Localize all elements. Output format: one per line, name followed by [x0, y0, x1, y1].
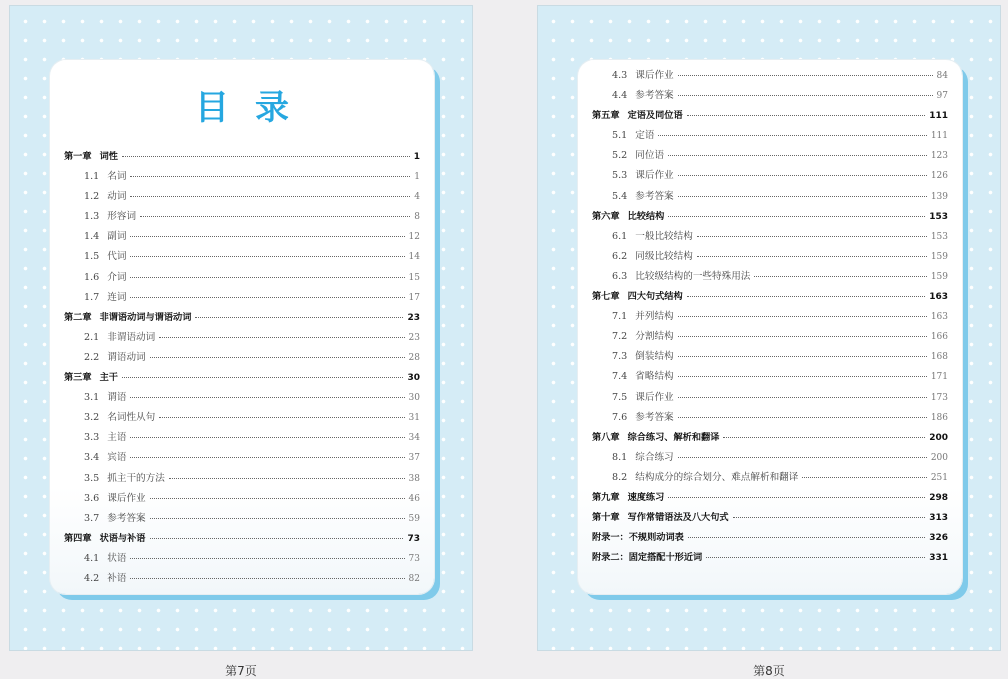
toc-page-number: 111	[929, 111, 948, 122]
dot-leader	[678, 417, 927, 418]
toc-entry-number: 5.3	[612, 170, 628, 182]
toc-entry-text: 附录二：固定搭配十形近词	[592, 552, 703, 564]
toc-list	[592, 66, 948, 568]
dot-leader	[169, 478, 405, 479]
toc-entry-text: 综合练习、解析和翻译	[627, 431, 720, 443]
toc-entry-label	[84, 489, 146, 509]
toc-entry-text: 定语及同位语	[627, 110, 683, 122]
toc-entry-label	[84, 408, 155, 428]
toc-entry-label	[592, 488, 664, 508]
dot-leader	[122, 377, 404, 378]
toc-entry-number: 4.4	[612, 90, 628, 102]
toc-section-entry[interactable]	[64, 207, 420, 227]
toc-page-number: 159	[930, 271, 948, 282]
dot-leader	[687, 115, 926, 116]
dot-leader	[130, 297, 404, 298]
toc-entry-label	[592, 287, 683, 307]
toc-entry-number: 第七章	[592, 291, 620, 303]
toc-entry-text: 连词	[107, 291, 127, 303]
dot-leader	[678, 356, 927, 357]
toc-entry-text: 词性	[99, 151, 118, 162]
toc-chapter-entry[interactable]	[592, 508, 948, 528]
toc-section-entry[interactable]	[592, 146, 948, 166]
dot-leader	[723, 437, 925, 438]
toc-section-entry[interactable]	[592, 227, 948, 247]
toc-chapter-entry[interactable]	[592, 528, 948, 548]
toc-entry-label	[84, 227, 126, 247]
document-page-8	[537, 5, 1001, 651]
toc-section-entry[interactable]	[64, 448, 420, 468]
toc-page-number: 97	[936, 91, 948, 102]
toc-page-number: 1	[413, 152, 420, 162]
toc-chapter-entry[interactable]	[592, 428, 948, 448]
toc-entry-number: 第十章	[592, 512, 620, 524]
toc-entry-label	[84, 207, 136, 227]
toc-entry-number: 1.6	[84, 271, 100, 283]
toc-page-number: 171	[930, 372, 948, 383]
toc-section-entry[interactable]	[64, 187, 420, 207]
toc-entry-text: 比较级结构的一些特殊用法	[635, 270, 751, 282]
toc-entry-number: 7.2	[612, 331, 628, 343]
toc-page-number: 166	[930, 332, 948, 343]
toc-entry-number: 1.1	[84, 171, 100, 183]
toc-entry-text: 并列结构	[635, 311, 674, 323]
document-page-7	[9, 5, 473, 651]
toc-section-entry[interactable]	[592, 187, 948, 207]
toc-entry-text: 动词	[107, 191, 127, 203]
toc-page-number: 186	[930, 412, 948, 423]
toc-entry-number: 3.6	[84, 492, 100, 504]
toc-entry-label	[612, 468, 798, 488]
dot-leader	[130, 256, 404, 257]
toc-page-number: 73	[408, 553, 420, 564]
toc-entry-number: 5.4	[612, 190, 628, 202]
toc-page-number: 14	[408, 252, 420, 263]
toc-entry-text: 速度练习	[627, 491, 665, 503]
toc-section-entry[interactable]	[592, 468, 948, 488]
toc-entry-number: 7.3	[612, 351, 628, 363]
dot-leader	[733, 517, 926, 518]
dot-leader	[668, 155, 927, 156]
toc-entry-text: 四大句式结构	[627, 291, 683, 303]
toc-page-number: 326	[929, 533, 948, 544]
page-caption: 第8页	[753, 664, 785, 678]
toc-page-number: 23	[408, 332, 420, 343]
toc-card	[578, 60, 962, 594]
toc-page-number: 153	[930, 231, 948, 242]
toc-entry-text: 写作常错语法及八大句式	[627, 512, 729, 524]
toc-entry-number: 2.1	[84, 331, 100, 343]
toc-section-entry[interactable]	[592, 367, 948, 387]
toc-entry-text: 参考答案	[107, 512, 146, 524]
toc-page-number: 168	[930, 352, 948, 363]
dot-leader	[130, 558, 404, 559]
toc-page-number: 73	[407, 533, 420, 544]
toc-section-entry[interactable]	[64, 348, 420, 368]
toc-chapter-entry[interactable]	[64, 147, 420, 167]
toc-section-entry[interactable]	[592, 247, 948, 267]
dot-leader	[195, 317, 403, 318]
toc-entry-number: 3.7	[84, 512, 100, 524]
toc-chapter-entry[interactable]	[592, 548, 948, 568]
toc-chapter-entry[interactable]	[592, 106, 948, 126]
toc-entry-label	[64, 368, 118, 388]
dot-leader	[678, 175, 927, 176]
toc-page-number: 46	[408, 493, 420, 504]
toc-section-entry[interactable]	[64, 388, 420, 408]
toc-entry-text: 非谓语动词与谓语动词	[99, 311, 192, 323]
toc-page-number: 37	[408, 453, 420, 464]
toc-entry-number: 4.3	[612, 70, 628, 81]
toc-entry-number: 7.5	[612, 391, 628, 403]
dot-leader	[678, 95, 933, 96]
toc-entry-number: 第四章	[64, 532, 92, 544]
toc-section-entry[interactable]	[64, 167, 420, 187]
toc-entry-number: 第九章	[592, 491, 620, 503]
toc-section-entry[interactable]	[592, 86, 948, 106]
toc-section-entry[interactable]	[592, 307, 948, 327]
toc-entry-label	[592, 106, 683, 126]
dot-leader	[130, 277, 404, 278]
toc-page-number: 313	[929, 513, 948, 524]
toc-entry-label	[84, 509, 146, 529]
toc-page-number: 15	[408, 272, 420, 283]
toc-page-number: 12	[408, 232, 420, 243]
toc-entry-text: 省略结构	[635, 371, 674, 383]
dot-leader	[150, 498, 405, 499]
toc-entry-text: 代词	[107, 251, 127, 263]
toc-entry-label	[84, 569, 126, 589]
toc-entry-number: 3.2	[84, 412, 100, 424]
dot-leader	[130, 196, 410, 197]
toc-entry-number: 5.2	[612, 150, 628, 162]
toc-entry-label	[84, 187, 126, 207]
dot-leader	[130, 457, 404, 458]
toc-entry-number: 第六章	[592, 210, 620, 222]
toc-page-number: 173	[930, 392, 948, 403]
toc-page-number: 111	[930, 131, 948, 142]
dot-leader	[678, 196, 927, 197]
toc-page-number: 163	[929, 292, 948, 303]
toc-entry-number: 8.2	[612, 471, 628, 483]
toc-page-number: 84	[936, 71, 948, 81]
toc-entry-label	[64, 147, 118, 167]
toc-chapter-entry[interactable]	[592, 287, 948, 307]
toc-section-entry[interactable]	[592, 408, 948, 428]
toc-entry-number: 4.2	[84, 572, 100, 584]
toc-section-entry[interactable]	[64, 569, 420, 589]
toc-section-entry[interactable]	[64, 549, 420, 569]
toc-section-entry[interactable]	[64, 469, 420, 489]
toc-entry-text: 课后作业	[107, 492, 146, 504]
toc-entry-label	[84, 247, 126, 267]
toc-entry-label	[592, 428, 719, 448]
toc-entry-label	[84, 448, 126, 468]
toc-entry-text: 参考答案	[635, 90, 674, 102]
dot-leader	[678, 376, 927, 377]
dot-leader	[658, 135, 926, 136]
toc-chapter-entry[interactable]	[592, 207, 948, 227]
toc-entry-label	[612, 187, 674, 207]
toc-entry-text: 主语	[107, 432, 127, 444]
toc-entry-number: 3.1	[84, 392, 100, 404]
toc-entry-text: 副词	[107, 231, 127, 243]
toc-page-number: 159	[930, 251, 948, 262]
toc-entry-text: 抓主干的方法	[107, 472, 165, 484]
toc-entry-label	[612, 86, 674, 106]
toc-entry-text: 一般比较结构	[635, 230, 693, 242]
toc-section-entry[interactable]	[592, 166, 948, 186]
toc-entry-text: 同位语	[635, 150, 665, 162]
toc-page-number: 59	[408, 513, 420, 524]
toc-page-number: 8	[414, 212, 420, 223]
toc-entry-number: 6.3	[612, 270, 628, 282]
toc-entry-text: 比较结构	[627, 210, 665, 222]
toc-entry-number: 3.4	[84, 452, 100, 464]
toc-page-number: 1	[414, 172, 420, 183]
toc-entry-label	[612, 247, 693, 267]
toc-entry-label	[612, 146, 664, 166]
dot-leader	[678, 336, 927, 337]
toc-entry-text: 状语与补语	[99, 532, 146, 544]
toc-entry-text: 附录一：不规则动词表	[592, 532, 684, 544]
toc-page-number: 251	[930, 472, 948, 483]
toc-entry-number: 1.5	[84, 251, 100, 263]
page-caption: 第7页	[225, 664, 257, 678]
toc-entry-text: 名词性从句	[107, 412, 156, 424]
toc-entry-label	[592, 508, 729, 528]
toc-entry-text: 补语	[107, 572, 127, 584]
toc-entry-text: 主干	[99, 372, 118, 384]
dot-leader	[130, 176, 410, 177]
toc-entry-number: 2.2	[84, 351, 100, 363]
dot-leader	[130, 397, 404, 398]
toc-entry-number: 第二章	[64, 311, 92, 323]
toc-entry-label	[612, 166, 674, 186]
toc-entry-label	[84, 288, 126, 308]
toc-entry-label	[592, 207, 664, 227]
toc-entry-number: 3.5	[84, 472, 100, 484]
toc-entry-label	[612, 227, 693, 247]
toc-entry-label	[612, 448, 674, 468]
toc-page-number: 200	[929, 432, 948, 443]
dot-leader	[688, 537, 925, 538]
toc-entry-text: 名词	[107, 171, 127, 183]
toc-entry-text: 谓语	[107, 392, 127, 404]
toc-page-number: 23	[407, 312, 420, 323]
toc-page-number: 82	[408, 573, 420, 584]
toc-entry-label	[592, 528, 684, 548]
toc-section-entry[interactable]	[64, 489, 420, 509]
toc-page-number: 28	[408, 352, 420, 363]
toc-page-number: 31	[408, 413, 420, 424]
toc-section-entry[interactable]	[64, 509, 420, 529]
toc-section-entry[interactable]	[64, 268, 420, 288]
toc-entry-label	[612, 307, 674, 327]
toc-section-entry[interactable]	[592, 347, 948, 367]
toc-page-number: 30	[408, 393, 420, 404]
toc-section-entry[interactable]	[592, 267, 948, 287]
toc-entry-label	[64, 529, 146, 549]
toc-entry-label	[84, 328, 155, 348]
toc-entry-label	[84, 167, 126, 187]
toc-section-entry[interactable]	[64, 428, 420, 448]
toc-page-number: 38	[408, 473, 420, 484]
dot-leader	[697, 236, 927, 237]
toc-entry-text: 状语	[107, 552, 127, 564]
toc-entry-text: 综合练习	[635, 451, 674, 463]
toc-entry-number: 5.1	[612, 130, 628, 142]
toc-list	[64, 147, 420, 589]
dot-leader	[754, 276, 926, 277]
toc-page-number: 4	[414, 192, 420, 203]
toc-entry-label	[64, 308, 191, 328]
toc-entry-label	[612, 388, 674, 408]
dot-leader	[706, 557, 925, 558]
toc-entry-number: 第三章	[64, 372, 92, 384]
toc-entry-label	[612, 267, 750, 287]
toc-entry-number: 第一章	[64, 151, 92, 162]
toc-section-entry[interactable]	[592, 388, 948, 408]
toc-entry-text: 结构成分的综合划分、难点解析和翻译	[635, 471, 799, 483]
toc-entry-number: 1.7	[84, 291, 100, 303]
toc-page-number: 123	[930, 151, 948, 162]
toc-entry-text: 参考答案	[635, 411, 674, 423]
toc-page-number: 30	[407, 373, 420, 384]
dot-leader	[678, 397, 927, 398]
toc-entry-number: 3.3	[84, 432, 100, 444]
toc-chapter-entry[interactable]	[592, 488, 948, 508]
toc-section-entry[interactable]	[64, 408, 420, 428]
toc-section-entry[interactable]	[592, 327, 948, 347]
toc-page-number: 163	[930, 312, 948, 323]
dot-leader	[130, 578, 404, 579]
toc-page-number: 34	[408, 433, 420, 444]
dot-leader	[697, 256, 927, 257]
toc-entry-label	[84, 388, 126, 408]
toc-page-number: 331	[929, 553, 948, 564]
toc-entry-label	[612, 367, 674, 387]
toc-entry-number: 4.1	[84, 552, 100, 564]
toc-entry-text: 分割结构	[635, 331, 674, 343]
toc-entry-number: 7.1	[612, 311, 628, 323]
toc-entry-label	[84, 268, 126, 288]
toc-title: 目录	[195, 88, 315, 128]
toc-entry-text: 课后作业	[635, 70, 674, 81]
toc-entry-label	[612, 66, 674, 86]
dot-leader	[687, 296, 926, 297]
toc-chapter-entry[interactable]	[64, 308, 420, 328]
dot-leader	[678, 316, 927, 317]
toc-page-number: 17	[408, 292, 420, 303]
toc-entry-text: 参考答案	[635, 190, 674, 202]
toc-entry-label	[612, 347, 674, 367]
toc-entry-text: 课后作业	[635, 391, 674, 403]
toc-page-number: 200	[930, 452, 948, 463]
toc-entry-text: 谓语动词	[107, 351, 146, 363]
toc-section-entry[interactable]	[64, 288, 420, 308]
toc-entry-text: 非谓语动词	[107, 331, 156, 343]
toc-section-entry[interactable]	[64, 328, 420, 348]
dot-leader	[678, 457, 927, 458]
toc-entry-label	[612, 327, 674, 347]
dot-leader	[150, 538, 404, 539]
toc-entry-text: 倒装结构	[635, 351, 674, 363]
toc-entry-label	[84, 348, 146, 368]
dot-leader	[802, 477, 926, 478]
dot-leader	[150, 518, 405, 519]
toc-entry-number: 8.1	[612, 451, 628, 463]
toc-section-entry[interactable]	[592, 126, 948, 146]
toc-entry-number: 第五章	[592, 110, 620, 122]
toc-page-number: 153	[929, 211, 948, 222]
toc-entry-label	[84, 428, 126, 448]
toc-section-entry[interactable]	[592, 448, 948, 468]
toc-section-entry[interactable]	[64, 227, 420, 247]
dot-leader	[130, 437, 404, 438]
toc-entry-text: 同级比较结构	[635, 250, 693, 262]
toc-entry-text: 介词	[107, 271, 127, 283]
toc-entry-text: 形容词	[107, 211, 137, 223]
toc-entry-label	[612, 408, 674, 428]
toc-entry-number: 1.2	[84, 191, 100, 203]
toc-entry-number: 7.6	[612, 411, 628, 423]
toc-entry-text: 课后作业	[635, 170, 674, 182]
toc-entry-number: 6.2	[612, 250, 628, 262]
toc-page-number: 139	[930, 191, 948, 202]
dot-leader	[668, 216, 925, 217]
toc-chapter-entry[interactable]	[64, 529, 420, 549]
toc-page-number: 298	[929, 492, 948, 503]
dot-leader	[159, 417, 404, 418]
toc-entry-text: 定语	[635, 130, 655, 142]
toc-entry-number: 7.4	[612, 371, 628, 383]
toc-page-number: 126	[930, 171, 948, 182]
toc-entry-number: 1.3	[84, 211, 100, 223]
toc-entry-number: 1.4	[84, 231, 100, 243]
dot-leader	[140, 216, 410, 217]
toc-entry-label	[84, 469, 165, 489]
toc-entry-number: 6.1	[612, 230, 628, 242]
dot-leader	[678, 75, 933, 76]
dot-leader	[159, 337, 404, 338]
toc-chapter-entry[interactable]	[64, 368, 420, 388]
toc-section-entry[interactable]	[64, 247, 420, 267]
dot-leader	[130, 236, 404, 237]
dot-leader	[668, 497, 925, 498]
toc-entry-label	[84, 549, 126, 569]
toc-entry-number: 第八章	[592, 431, 620, 443]
toc-entry-label	[592, 548, 702, 568]
toc-entry-text: 宾语	[107, 452, 127, 464]
toc-entry-label	[612, 126, 654, 146]
dot-leader	[150, 357, 405, 358]
toc-section-entry[interactable]	[592, 66, 948, 86]
toc-card	[50, 60, 434, 594]
dot-leader	[122, 156, 410, 157]
